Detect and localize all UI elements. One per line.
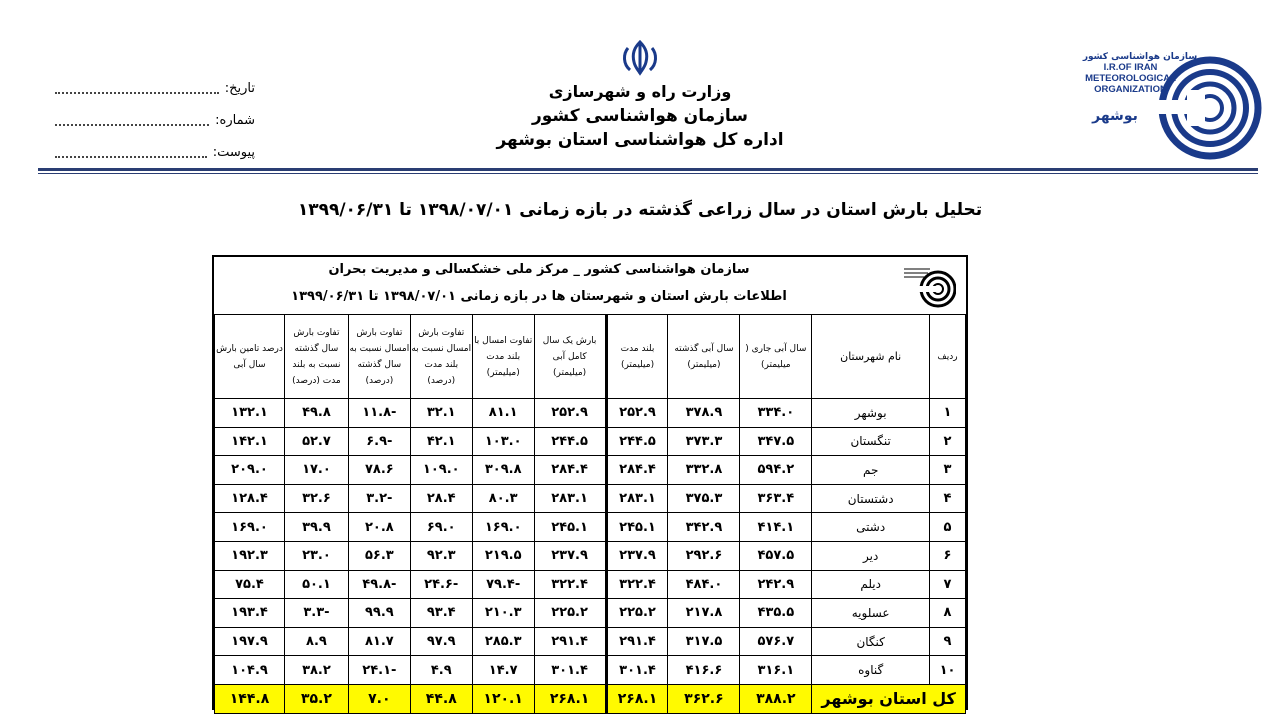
cell-value: ۹۹.۹	[348, 599, 410, 628]
cell-county: بوشهر	[812, 399, 930, 428]
cell-value: -۴۹.۸	[348, 570, 410, 599]
cell-value: ۸۰.۳	[472, 484, 534, 513]
cell-value: ۳۱۶.۱	[740, 656, 812, 685]
cell-total-value: ۴۴.۸	[410, 684, 472, 713]
cell-value: ۲۴۴.۵	[534, 427, 606, 456]
cell-value: ۳۰۹.۸	[472, 456, 534, 485]
cell-value: ۱۰۹.۰	[410, 456, 472, 485]
cell-value: ۱۹۳.۴	[215, 599, 285, 628]
cell-value: -۳.۳	[285, 599, 349, 628]
number-field	[55, 104, 255, 136]
col-header-last-year: سال آبی گذشته (میلیمتر)	[668, 315, 740, 399]
number-dots	[55, 114, 209, 126]
cell-county: جم	[812, 456, 930, 485]
cell-value: ۴۱۶.۶	[668, 656, 740, 685]
cell-value: ۳۲.۱	[410, 399, 472, 428]
attachment-label: پیوست:	[212, 144, 255, 160]
cell-value: ۲۴۵.۱	[534, 513, 606, 542]
cell-row-number: ۴	[930, 484, 966, 513]
table-row	[215, 656, 966, 685]
cell-row-number: ۸	[930, 599, 966, 628]
date-dots	[55, 82, 219, 94]
cell-value: ۲۸۴.۴	[606, 456, 668, 485]
header-divider-thin	[38, 173, 1258, 174]
cell-value: ۵۶.۳	[348, 541, 410, 570]
cell-value: ۲۰.۸	[348, 513, 410, 542]
cell-value: ۲۴۲.۹	[740, 570, 812, 599]
table-total-row	[215, 684, 966, 713]
cell-value: ۲۹۲.۶	[668, 541, 740, 570]
cell-value: ۲۱۷.۸	[668, 599, 740, 628]
cell-value: ۳۰۱.۴	[534, 656, 606, 685]
cell-value: ۹۲.۳	[410, 541, 472, 570]
cell-value: ۱۹۷.۹	[215, 627, 285, 656]
cell-value: ۸.۹	[285, 627, 349, 656]
precipitation-table-box	[212, 255, 968, 710]
cell-value: ۱۰۳.۰	[472, 427, 534, 456]
cell-value: ۲۸۴.۴	[534, 456, 606, 485]
table-row	[215, 427, 966, 456]
cell-value: ۳۶۳.۴	[740, 484, 812, 513]
iran-emblem-icon	[620, 40, 660, 76]
cell-total-value: ۳۶۲.۶	[668, 684, 740, 713]
cell-total-value: ۲۶۸.۱	[534, 684, 606, 713]
cell-value: ۱۷.۰	[285, 456, 349, 485]
cell-value: ۳۴۲.۹	[668, 513, 740, 542]
cell-value: ۳۷۳.۳	[668, 427, 740, 456]
cell-value: ۲۰۹.۰	[215, 456, 285, 485]
logo-en-line1: I.R.OF IRAN	[1103, 62, 1158, 73]
attachment-dots	[55, 146, 207, 158]
logo-persian-text: سازمان هواشناسی کشور	[1082, 52, 1198, 62]
cell-value: ۱۴۲.۱	[215, 427, 285, 456]
col-header-long-term: بلند مدت (میلیمتر)	[606, 315, 668, 399]
cell-county: دیلم	[812, 570, 930, 599]
col-header-diff-last-year-pct: تفاوت بارش امسال نسبت به سال گذشته (درصد)	[348, 315, 410, 399]
cell-value: ۶۹.۰	[410, 513, 472, 542]
cell-county: دشتی	[812, 513, 930, 542]
cell-value: ۲۱۹.۵	[472, 541, 534, 570]
cell-value: ۲۲۵.۲	[606, 599, 668, 628]
table-row	[215, 599, 966, 628]
cell-value: ۱۶۹.۰	[472, 513, 534, 542]
cell-value: ۳۹.۹	[285, 513, 349, 542]
cell-total-value: ۱۴۴.۸	[215, 684, 285, 713]
cell-row-number: ۱۰	[930, 656, 966, 685]
cell-value: ۲۵۲.۹	[534, 399, 606, 428]
table-organization-logo-icon	[900, 263, 956, 309]
date-label: تاریخ:	[224, 80, 255, 96]
cell-value: ۴۳۵.۵	[740, 599, 812, 628]
cell-value: ۲۸.۴	[410, 484, 472, 513]
cell-row-number: ۱	[930, 399, 966, 428]
cell-total-value: ۱۲۰.۱	[472, 684, 534, 713]
col-header-diff-long-term-mm: تفاوت امسال با بلند مدت (میلیمتر)	[472, 315, 534, 399]
cell-total-value: ۳۵.۲	[285, 684, 349, 713]
date-field	[55, 72, 255, 104]
cell-value: ۹۳.۴	[410, 599, 472, 628]
cell-value: ۲۳۷.۹	[534, 541, 606, 570]
cell-value: ۲۸۳.۱	[534, 484, 606, 513]
logo-city-text: بوشهر	[1092, 108, 1138, 124]
cell-value: ۳۸.۲	[285, 656, 349, 685]
cell-value: ۲۲۵.۲	[534, 599, 606, 628]
cell-value: ۲۳.۰	[285, 541, 349, 570]
cell-value: ۷۵.۴	[215, 570, 285, 599]
cell-value: -۱۱.۸	[348, 399, 410, 428]
cell-value: ۵۲.۷	[285, 427, 349, 456]
table-row	[215, 456, 966, 485]
col-header-current-year: سال آبی جاری ( میلیمتر)	[740, 315, 812, 399]
cell-total-label: کل استان بوشهر	[812, 684, 966, 713]
logo-en-line3: ORGANIZATION	[1094, 84, 1167, 95]
department-name: اداره کل هواشناسی استان بوشهر	[496, 130, 784, 150]
cell-value: ۵۷۶.۷	[740, 627, 812, 656]
table-row	[215, 399, 966, 428]
cell-value: ۲۴۵.۱	[606, 513, 668, 542]
cell-county: گناوه	[812, 656, 930, 685]
cell-value: ۸۱.۱	[472, 399, 534, 428]
cell-value: ۱۲۸.۴	[215, 484, 285, 513]
organization-name: سازمان هواشناسی کشور	[531, 106, 748, 126]
cell-total-value: ۲۶۸.۱	[606, 684, 668, 713]
cell-value: ۳۰۱.۴	[606, 656, 668, 685]
cell-value: ۳۲۲.۴	[606, 570, 668, 599]
cell-total-value: ۳۸۸.۲	[740, 684, 812, 713]
attachment-field	[55, 136, 255, 168]
col-header-diff-long-term-pct: تفاوت بارش امسال نسبت به بلند مدت (درصد)	[410, 315, 472, 399]
table-row	[215, 627, 966, 656]
cell-value: ۴.۹	[410, 656, 472, 685]
col-header-last-year-vs-long-term-pct: تفاوت بارش سال گذشته نسبت به بلند مدت (درصد)	[285, 315, 349, 399]
cell-value: ۳۲.۶	[285, 484, 349, 513]
table-row	[215, 484, 966, 513]
col-header-county: نام شهرستان	[812, 315, 930, 399]
ministry-name: وزارت راه و شهرسازی	[548, 82, 732, 101]
table-header	[214, 257, 966, 315]
table-header-line2: اطلاعات بارش استان و شهرستان ها در بازه زمانی ۱۳۹۸/۰۷/۰۱ تا ۱۳۹۹/۰۶/۳۱	[291, 289, 787, 304]
cell-value: -۳.۲	[348, 484, 410, 513]
cell-value: ۲۴۴.۵	[606, 427, 668, 456]
cell-row-number: ۷	[930, 570, 966, 599]
cell-value: ۴۸۴.۰	[668, 570, 740, 599]
cell-value: -۶.۹	[348, 427, 410, 456]
center-heading	[470, 40, 810, 152]
cell-value: ۱۹۲.۳	[215, 541, 285, 570]
cell-row-number: ۹	[930, 627, 966, 656]
precipitation-table	[214, 314, 966, 714]
cell-value: ۷۸.۶	[348, 456, 410, 485]
cell-value: ۲۹۱.۴	[606, 627, 668, 656]
cell-row-number: ۶	[930, 541, 966, 570]
cell-value: ۳۴۷.۵	[740, 427, 812, 456]
table-row	[215, 570, 966, 599]
cell-row-number: ۵	[930, 513, 966, 542]
cell-value: ۴۱۴.۱	[740, 513, 812, 542]
cell-value: ۳۳۲.۸	[668, 456, 740, 485]
cell-value: ۳۷۵.۳	[668, 484, 740, 513]
table-column-headers	[215, 315, 966, 399]
cell-value: ۵۹۴.۲	[740, 456, 812, 485]
cell-value: -۲۴.۱	[348, 656, 410, 685]
cell-value: ۲۵۲.۹	[606, 399, 668, 428]
cell-county: دیر	[812, 541, 930, 570]
cell-value: ۱۴.۷	[472, 656, 534, 685]
col-header-row-number: ردیف	[930, 315, 966, 399]
cell-county: تنگستان	[812, 427, 930, 456]
cell-value: ۱۳۲.۱	[215, 399, 285, 428]
cell-county: کنگان	[812, 627, 930, 656]
cell-total-value: ۷.۰	[348, 684, 410, 713]
header-divider-thick	[38, 168, 1258, 171]
cell-county: عسلویه	[812, 599, 930, 628]
cell-county: دشتستان	[812, 484, 930, 513]
letterhead	[0, 0, 1280, 180]
cell-value: -۷۹.۴	[472, 570, 534, 599]
cell-row-number: ۲	[930, 427, 966, 456]
table-row	[215, 513, 966, 542]
cell-value: ۴۹.۸	[285, 399, 349, 428]
logo-english-text	[1068, 62, 1193, 95]
cell-value: ۳۲۲.۴	[534, 570, 606, 599]
cell-value: ۲۸۳.۱	[606, 484, 668, 513]
cell-value: ۳۷۸.۹	[668, 399, 740, 428]
cell-value: -۲۴.۶	[410, 570, 472, 599]
cell-value: ۹۷.۹	[410, 627, 472, 656]
col-header-full-year: بارش یک سال کامل آبی (میلیمتر)	[534, 315, 606, 399]
cell-value: ۳۱۷.۵	[668, 627, 740, 656]
cell-value: ۴۵۷.۵	[740, 541, 812, 570]
cell-value: ۲۸۵.۳	[472, 627, 534, 656]
table-header-line1: سازمان هواشناسی کشور _ مرکز ملی خشکسالی و مدیریت بحران	[328, 262, 750, 277]
cell-value: ۴۲.۱	[410, 427, 472, 456]
cell-value: ۳۳۴.۰	[740, 399, 812, 428]
cell-value: ۲۱۰.۳	[472, 599, 534, 628]
col-header-supply-pct: درصد تامین بارش سال آبی	[215, 315, 285, 399]
cell-value: ۵۰.۱	[285, 570, 349, 599]
cell-value: ۲۳۷.۹	[606, 541, 668, 570]
cell-row-number: ۳	[930, 456, 966, 485]
number-label: شماره:	[215, 112, 255, 128]
table-row	[215, 541, 966, 570]
cell-value: ۸۱.۷	[348, 627, 410, 656]
cell-value: ۱۰۴.۹	[215, 656, 285, 685]
cell-value: ۱۶۹.۰	[215, 513, 285, 542]
logo-en-line2: METEOROLOGICAL	[1085, 73, 1176, 84]
meta-fields	[55, 72, 255, 168]
cell-value: ۲۹۱.۴	[534, 627, 606, 656]
page-title: تحلیل بارش استان در سال زراعی گذشته در بازه زمانی ۱۳۹۸/۰۷/۰۱ تا ۱۳۹۹/۰۶/۳۱	[297, 200, 983, 220]
